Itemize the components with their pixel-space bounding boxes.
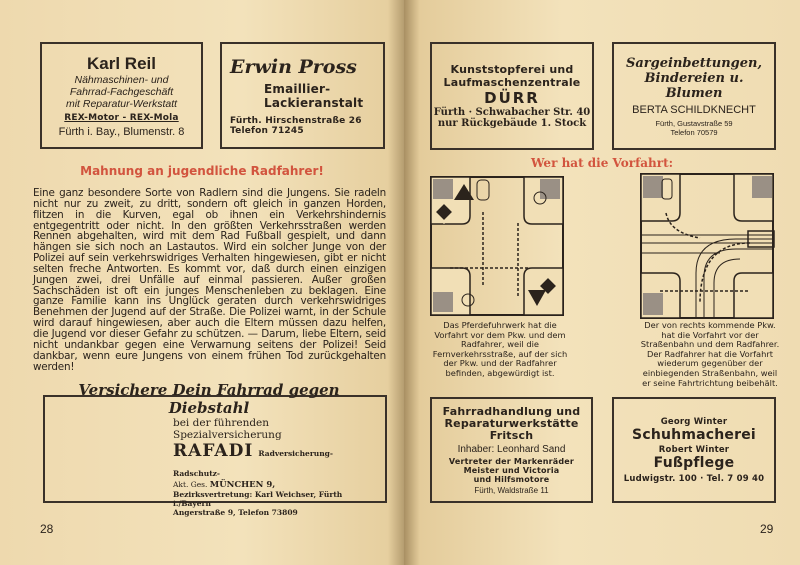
page-number: 29: [760, 522, 774, 536]
article-title: Mahnung an jugendliche Radfahrer!: [80, 164, 324, 178]
ad-line: Laufmaschenzentrale: [443, 76, 581, 89]
ad-name: Georg Winter: [660, 416, 728, 427]
ad-name: BERTA SCHILDKNECHT: [632, 103, 756, 116]
ad-address: Fürth, Waldstraße 11: [474, 485, 549, 495]
ad-brand: RAFADI: [173, 441, 254, 461]
ad-line: mit Reparatur-Werkstatt: [65, 97, 178, 110]
caption-left: Das Pferdefuhrwerk hat die Vorfahrt vor dem Pkw. und dem Radfahrer, weil die Fernverkehrsstraße, auf der sich der Pkw. und der Radfahrer befinden, abgewürdigt ist.: [432, 320, 568, 378]
ad-trade: Fußpflege: [653, 454, 735, 471]
car-icon: [477, 180, 489, 200]
ad-address: Fürth · Schwabacher Str. 40: [433, 107, 591, 118]
ad-name: DÜRR: [484, 89, 540, 107]
ad-name: Fritsch: [489, 428, 534, 442]
ad-note: nur Rückgebäude 1. Stock: [437, 118, 587, 129]
ad-winter: [612, 397, 776, 503]
caption-right: Der von rechts kommende Pkw. hat die Vorfahrt vor der Straßenbahn und dem Radfahrer. Der Radfahrer hat die Vorfahrt wiederum gegenüber der einbiegenden Straßenbahn, weil er seine Fahrtrichtung beibehält.: [640, 320, 780, 388]
page-number: 28: [40, 522, 54, 536]
ad-line: Kunststopferei und: [450, 63, 574, 76]
ad-karl-reil: [40, 42, 203, 149]
right-page: [404, 0, 800, 565]
ad-address: Fürth, Gustavstraße 59: [655, 118, 733, 128]
ad-phone: Telefon 71245: [230, 125, 304, 136]
ad-line: Angerstraße 9, Telefon 73809: [173, 508, 298, 517]
article-body: Eine ganz besondere Sorte von Radlern sind die Jungens. Sie radeln nicht nur zu zweit, zu dritt, sondern oft gleich in ganzen Horden, flitzen in die Kurven, egal ob ihnen ein Verkehrshindernis entgegentritt oder nicht. In den größten Verkehrsstraßen werden Rennen abgehalten, wird mit dem Rad Fußball gespielt, und dann hängen sie sich noch an Lastautos. Wird ein solcher Junge von der Polizei auf sein verkehrswidriges Verhalten hingewiesen, gibt er nicht selten freche Antworten. Es kommt vor, daß durch einen einzigen Jungen zwei, drei Unfälle auf einmal passieren. Außer großen Sachschäden ist oft ein junges Menschenleben zu beklagen. Eine ganze Familie kann ins Unglück geraten durch verkehrswidriges Benehmen der Jugend auf der Straße. Die Polizei warnt, in der Schule wird darauf hingewiesen, aber auch die Eltern müssen dazu helfen, die Jugend vor dieser Gefahr zu schützen. — Darum, liebe Eltern, seid nicht undankbar gegen eine Verwarnung seitens der Polizei! Seid dankbar, wenn eure Jungens von einem frühen Tod zurückgehalten werden!: [33, 187, 386, 373]
ad-line: und Hilfsmotore: [473, 474, 550, 484]
ad-line: Sargeinbettungen,: [625, 55, 763, 71]
ad-brands: REX-Motor - REX-Mola: [64, 112, 179, 123]
ad-trade: Schuhmacherei: [632, 426, 756, 443]
ad-line: Meister und Victoria: [463, 465, 560, 475]
ad-name: Robert Winter: [658, 444, 730, 455]
ad-line: bei der führenden Spezialversicherung: [173, 417, 282, 441]
ad-line: Bindereien u. Blumen: [644, 70, 744, 101]
ad-address: Ludwigstr. 100 · Tel. 7 09 40: [623, 473, 765, 484]
ad-line: Fahrrad-Fachgeschäft: [69, 85, 174, 98]
ad-line: Lackieranstalt: [264, 95, 364, 110]
ad-city: MÜNCHEN 9,: [209, 480, 276, 490]
ad-schildknecht: [612, 42, 776, 150]
ad-line: Reparaturwerkstätte: [444, 416, 579, 430]
intersection-diagram-right: [640, 173, 778, 319]
ad-address: Fürth. Hirschenstraße 26: [230, 115, 362, 126]
section-title: Wer hat die Vorfahrt:: [530, 156, 674, 170]
ad-brand-sub: Radversicherung- Radschutz-: [173, 449, 334, 478]
ad-line: Nähmaschinen- und: [74, 73, 169, 86]
ad-phone: Telefon 70579: [670, 127, 718, 137]
ad-line: Fahrradhandlung und: [442, 404, 581, 418]
ad-name: Karl Reil: [87, 53, 156, 73]
ad-line: Vertreter der Markenräder: [448, 456, 575, 466]
ad-owner: Inhaber: Leonhard Sand: [457, 443, 566, 455]
ad-headline: Versichere Dein Fahrrad gegen Diebstahl: [78, 381, 340, 417]
ad-line: Emaillier-: [264, 81, 331, 96]
ad-address: Fürth i. Bay., Blumenstr. 8: [58, 125, 185, 138]
ad-name: Erwin Pross: [230, 55, 357, 78]
ad-rafadi: [43, 381, 387, 517]
ad-duerr: [430, 42, 594, 150]
ad-erwin-pross: [220, 42, 385, 149]
ad-line: Bezirksvertretung: Karl Weichser, Fürth i./Bayern: [173, 490, 343, 508]
intersection-diagram-left: [430, 176, 570, 318]
ad-fritsch: [430, 397, 593, 503]
ad-line: Akt. Ges.: [173, 480, 208, 489]
